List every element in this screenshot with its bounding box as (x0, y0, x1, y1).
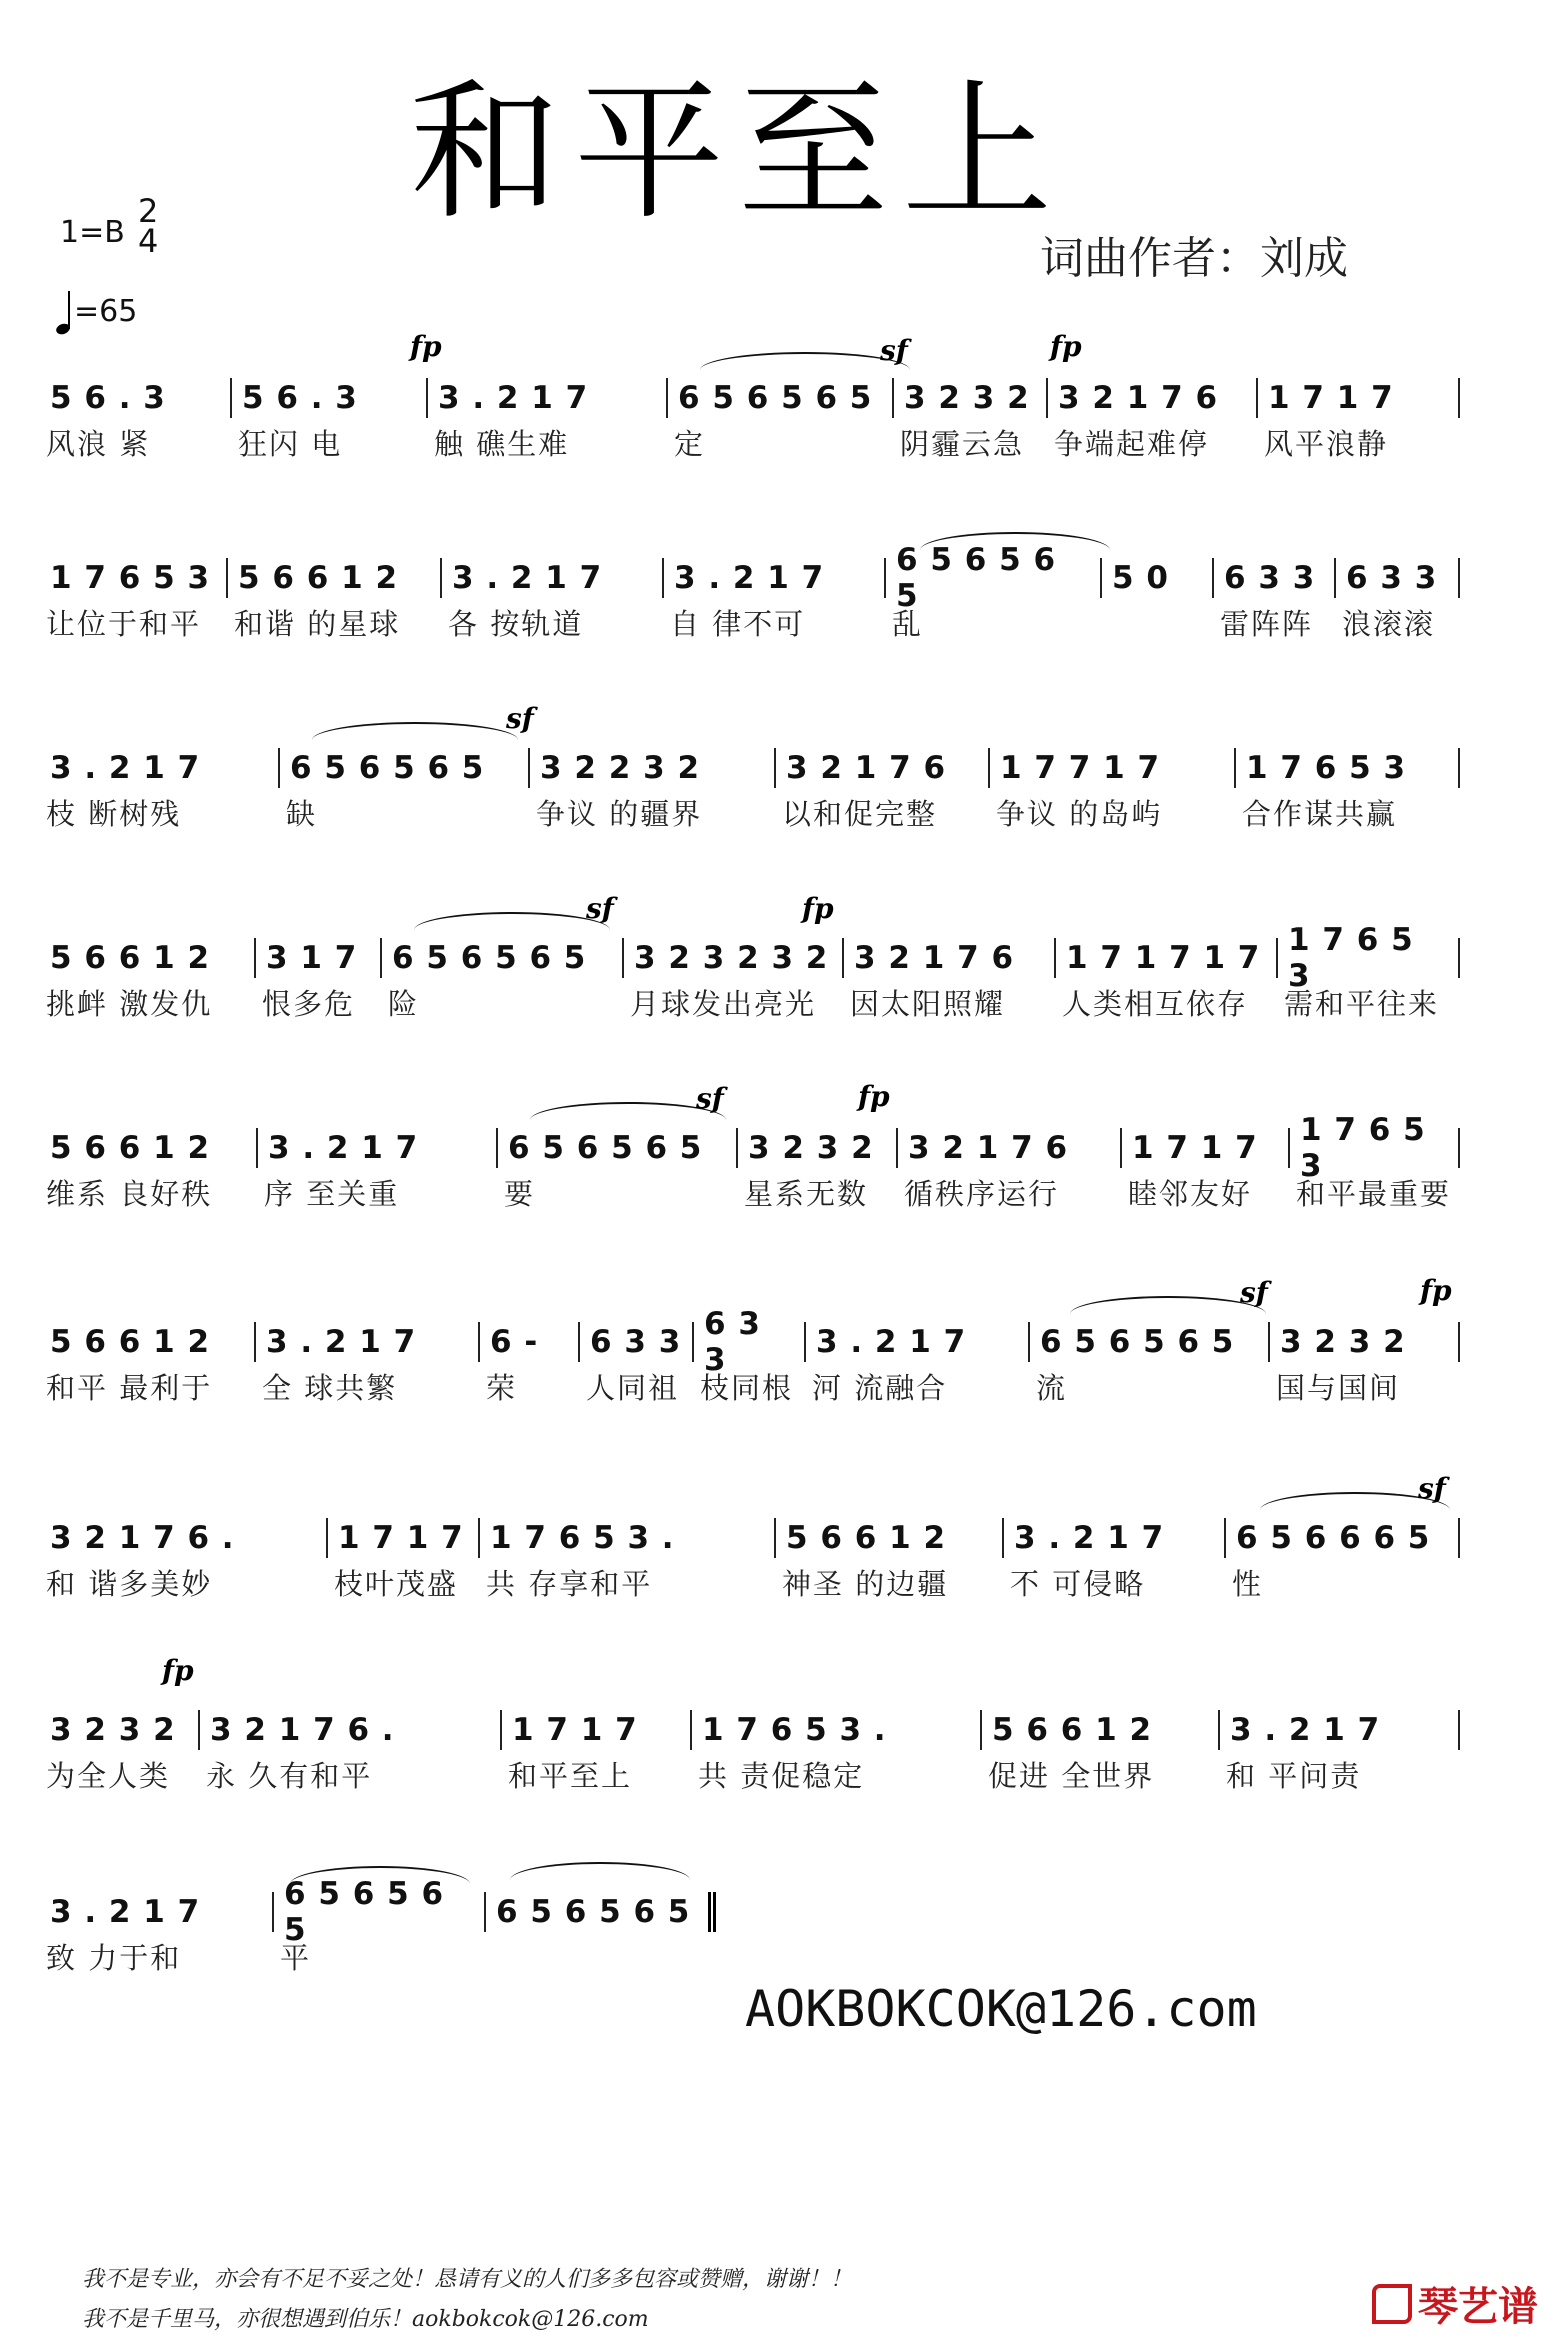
measure: 5 0 (1102, 558, 1214, 598)
lyric: 致 力于和 (46, 1940, 182, 1975)
lyric: 共 存享和平 (486, 1566, 653, 1601)
measure: 5 6 6 1 2 (228, 558, 442, 598)
lyric: 浪滚滚 (1342, 606, 1436, 641)
lyric: 争议 的疆界 (536, 796, 703, 831)
measure: 1 7 6 5 3 (1290, 1128, 1460, 1168)
composer-credit: 词曲作者：刘成 (1040, 233, 1348, 284)
measure: 6 5 6 5 6 5 (668, 378, 894, 418)
lyric: 需和平往来 (1284, 986, 1440, 1021)
measure: 3 2 3 2 3 2 (624, 938, 844, 978)
measure: 6 5 6 5 6 5 (280, 748, 530, 788)
lyric: 各 按轨道 (448, 606, 584, 641)
lyric: 乱 (892, 606, 924, 641)
measure: 3 . 2 1 7 (256, 1322, 480, 1362)
measure: 1 7 1 7 1 7 (1056, 938, 1278, 978)
measure: 6 5 6 5 6 5 (274, 1892, 486, 1932)
measure: 6 3 3 (1336, 558, 1460, 598)
slur (920, 532, 1110, 550)
lyric: 枝叶茂盛 (334, 1566, 459, 1601)
measure: 5 6 6 1 2 (776, 1518, 1004, 1558)
lyric: 循秩序运行 (904, 1176, 1060, 1211)
measure: 6 5 6 5 6 5 (498, 1128, 738, 1168)
measure: 6 5 6 5 6 5 (382, 938, 624, 978)
measure: 6 3 3 (580, 1322, 694, 1362)
lyric (1102, 602, 1214, 642)
measure: 3 . 2 1 7 (1220, 1710, 1460, 1750)
lyric: 触 礁生难 (434, 426, 570, 461)
lyric: 国与国间 (1276, 1370, 1401, 1405)
measure: 3 2 1 7 6 (1048, 378, 1258, 418)
lyric: 定 (674, 426, 706, 461)
measure: 3 1 7 (256, 938, 382, 978)
measure: 1 7 6 5 3 . (692, 1710, 982, 1750)
measure: 6 - (480, 1322, 580, 1362)
lyric: 风浪 紧 (46, 426, 151, 461)
footer-note-2: 我不是千里马，亦很想遇到伯乐！aokbokcok@126.com (82, 2307, 649, 2332)
lyric: 神圣 的边疆 (782, 1566, 949, 1601)
lyric: 流 (1036, 1370, 1068, 1405)
dynamic-sf: sf (880, 334, 908, 367)
tempo-marking (56, 290, 137, 334)
site-logo (1372, 2275, 1538, 2332)
slur (290, 1866, 470, 1884)
contact-email: AOKBOKCOK@126.com (745, 1980, 1257, 2038)
dynamic-fp: fp (1050, 330, 1082, 363)
lyric: 枝同根 (700, 1370, 794, 1405)
lyric: 不 可侵略 (1010, 1566, 1146, 1601)
lyric: 和平至上 (508, 1758, 633, 1793)
measure: 3 . 2 1 7 (40, 748, 280, 788)
lyric: 险 (388, 986, 420, 1021)
dynamic-fp: fp (858, 1080, 890, 1113)
measure: 3 2 1 7 6 . (40, 1518, 328, 1558)
lyric: 全 球共繁 (262, 1370, 398, 1405)
lyric: 月球发出亮光 (630, 986, 817, 1021)
song-title: 和平至上 (410, 66, 1067, 240)
measure: 5 6 . 3 (40, 378, 232, 418)
dynamic-sf: sf (586, 892, 614, 925)
lyric: 共 责促稳定 (698, 1758, 865, 1793)
lyric: 和 平问责 (1226, 1758, 1362, 1793)
lyric: 恨多危 (262, 986, 356, 1021)
dynamic-fp: fp (802, 892, 834, 925)
measure: 3 . 2 1 7 (258, 1128, 498, 1168)
measure: 5 6 6 1 2 (982, 1710, 1220, 1750)
lyric: 平 (280, 1940, 312, 1975)
lyric: 序 至关重 (264, 1176, 400, 1211)
lyric: 和平最重要 (1296, 1176, 1452, 1211)
measure: 3 2 3 2 (894, 378, 1048, 418)
measure: 6 3 3 (1214, 558, 1336, 598)
measure: 6 5 6 6 6 5 (1226, 1518, 1460, 1558)
footer-note-1: 我不是专业，亦会有不足不妥之处！恳请有义的人们多多包容或赞赠，谢谢！！ (82, 2267, 853, 2292)
time-signature-bottom: 4 (138, 222, 159, 260)
measure: 1 7 6 5 3 (40, 558, 228, 598)
lyric: 性 (1232, 1566, 1264, 1601)
measure: 6 3 3 (694, 1322, 806, 1362)
lyric: 缺 (286, 796, 318, 831)
measure: 3 2 3 2 (40, 1710, 200, 1750)
slur (510, 1862, 690, 1880)
measure: 5 6 . 3 (232, 378, 428, 418)
time-signature (138, 192, 159, 260)
lyric: 以和促完整 (782, 796, 938, 831)
slur (312, 722, 518, 740)
measure: 1 7 1 7 (1258, 378, 1460, 418)
measure: 6 5 6 5 6 5 (886, 558, 1102, 598)
key-signature: 1=B (60, 215, 125, 250)
measure: 5 6 6 1 2 (40, 1322, 256, 1362)
measure: 3 2 1 7 6 . (200, 1710, 502, 1750)
lyric: 人同祖 (586, 1370, 680, 1405)
lyric: 阴霾云急 (900, 426, 1025, 461)
measure: 6 5 6 5 6 5 (1030, 1322, 1270, 1362)
measure: 3 2 1 7 6 (844, 938, 1056, 978)
slur (414, 912, 610, 930)
measure: 3 . 2 1 7 (40, 1892, 274, 1932)
dynamic-sf: sf (1240, 1276, 1268, 1309)
lyric: 和平 最利于 (46, 1370, 213, 1405)
lyric: 要 (504, 1176, 536, 1211)
measure: 3 . 2 1 7 (806, 1322, 1030, 1362)
measure: 3 . 2 1 7 (1004, 1518, 1226, 1558)
lyric: 荣 (486, 1370, 518, 1405)
dynamic-fp: fp (1420, 1274, 1452, 1307)
dynamic-fp: fp (410, 330, 442, 363)
lyric: 雷阵阵 (1220, 606, 1314, 641)
lyric: 河 流融合 (812, 1370, 948, 1405)
lyric: 让位于和平 (46, 606, 202, 641)
lyric: 永 久有和平 (206, 1758, 373, 1793)
measure: 3 2 3 2 (1270, 1322, 1460, 1362)
lyric: 挑衅 激发仇 (46, 986, 213, 1021)
lyric: 争议 的岛屿 (996, 796, 1163, 831)
lyric: 促进 全世界 (988, 1758, 1155, 1793)
quarter-note-icon (56, 290, 72, 334)
slur (700, 352, 910, 370)
measure: 3 2 1 7 6 (776, 748, 990, 788)
lyric: 因太阳照耀 (850, 986, 1006, 1021)
lyric: 枝 断树残 (46, 796, 182, 831)
lyric: 狂闪 电 (238, 426, 343, 461)
lyric: 睦邻友好 (1128, 1176, 1253, 1211)
measure: 3 . 2 1 7 (442, 558, 664, 598)
lyric: 合作谋共赢 (1242, 796, 1398, 831)
tempo-value: =65 (74, 294, 138, 329)
measure: 1 7 1 7 (1122, 1128, 1290, 1168)
measure: 5 6 6 1 2 (40, 1128, 258, 1168)
measure: 3 . 2 1 7 (428, 378, 668, 418)
measure: 1 7 7 1 7 (990, 748, 1236, 788)
measure: 1 7 1 7 (328, 1518, 480, 1558)
dynamic-fp: fp (162, 1654, 194, 1687)
lyric: 星系无数 (744, 1176, 869, 1211)
measure: 5 6 6 1 2 (40, 938, 256, 978)
dynamic-sf: sf (1418, 1472, 1446, 1505)
lyric: 和谐 的星球 (234, 606, 401, 641)
measure: 1 7 1 7 (502, 1710, 692, 1750)
lyric: 风平浪静 (1264, 426, 1389, 461)
dynamic-sf: sf (506, 702, 534, 735)
measure: 1 7 6 5 3 (1278, 938, 1460, 978)
lyric: 人类相互依存 (1062, 986, 1249, 1021)
measure: 3 . 2 1 7 (664, 558, 886, 598)
measure: 1 7 6 5 3 (1236, 748, 1460, 788)
measure: 1 7 6 5 3 . (480, 1518, 776, 1558)
measure-final: 6 5 6 5 6 5 (486, 1892, 716, 1932)
lyric: 维系 良好秩 (46, 1176, 213, 1211)
lyric: 自 律不可 (670, 606, 806, 641)
time-signature-top: 2 (138, 192, 159, 230)
logo-text: 琴艺谱 (1418, 2284, 1538, 2330)
measure: 3 2 2 3 2 (530, 748, 776, 788)
measure: 3 2 1 7 6 (898, 1128, 1122, 1168)
logo-icon (1372, 2284, 1412, 2324)
dynamic-sf: sf (696, 1082, 724, 1115)
slur (1070, 1296, 1266, 1314)
lyric: 争端起难停 (1054, 426, 1210, 461)
lyric (486, 1936, 716, 1976)
measure: 3 2 3 2 (738, 1128, 898, 1168)
lyric: 为全人类 (46, 1758, 171, 1793)
lyric: 和 谐多美妙 (46, 1566, 213, 1601)
